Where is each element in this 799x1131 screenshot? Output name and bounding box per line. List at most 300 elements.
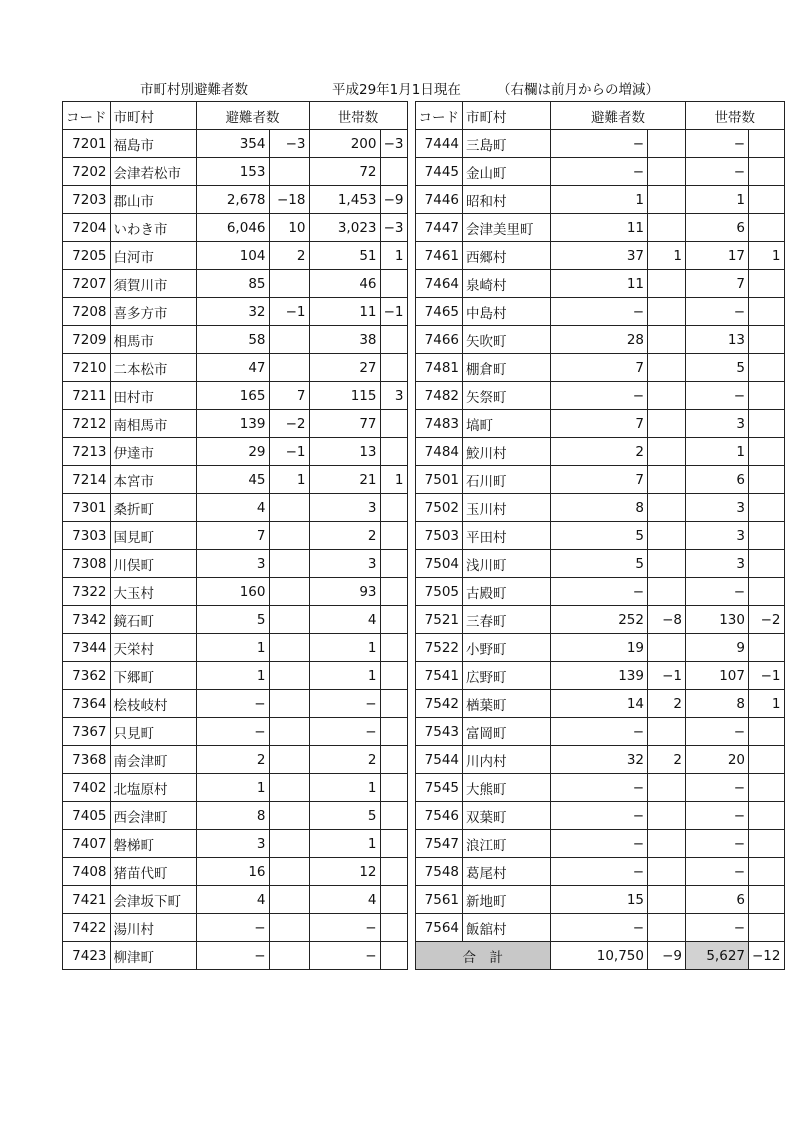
municipality-cell: 鮫川村 [463,438,551,466]
code-cell: 7211 [63,382,111,410]
households-change-cell [749,774,785,802]
evacuees-cell: − [196,718,269,746]
code-cell: 7214 [63,466,111,494]
evacuees-cell: 1 [196,774,269,802]
evacuees-change-cell [269,634,309,662]
municipality-cell: 三島町 [463,130,551,158]
households-cell: − [686,718,749,746]
households-cell: 13 [686,326,749,354]
households-change-cell [380,494,407,522]
households-cell: − [686,830,749,858]
evacuees-change-cell [648,214,686,242]
evacuees-change-cell [648,438,686,466]
evacuees-change-cell [269,914,309,942]
code-cell: 7461 [415,242,463,270]
code-cell: 7210 [63,354,111,382]
evacuees-cell: 354 [196,130,269,158]
evacuees-cell: 252 [551,606,648,634]
households-change-cell [380,158,407,186]
evacuees-change-cell: 7 [269,382,309,410]
households-change-cell [380,942,407,970]
evacuees-change-cell [269,886,309,914]
municipality-cell: 田村市 [110,382,196,410]
households-change-cell: 1 [380,466,407,494]
evacuees-change-cell [648,634,686,662]
households-cell: 51 [309,242,380,270]
households-cell: − [309,718,380,746]
households-cell: 5 [309,802,380,830]
households-change-cell [380,578,407,606]
evacuees-change-cell: −18 [269,186,309,214]
code-cell: 7564 [415,914,463,942]
document-title: 市町村別避難者数 [140,82,248,98]
code-cell: 7209 [63,326,111,354]
table-row [63,802,785,830]
table-row [63,438,785,466]
households-change-cell [380,886,407,914]
diff-note: （右欄は前月からの増減） [497,82,659,98]
households-cell: 3 [686,522,749,550]
code-cell: 7504 [415,550,463,578]
evacuees-change-cell [269,858,309,886]
households-change-cell: −1 [380,298,407,326]
households-change-cell: −3 [380,130,407,158]
households-cell: − [686,858,749,886]
municipality-cell: 昭和村 [463,186,551,214]
evacuees-change-cell [269,690,309,718]
total-evacuees: 10,750 [551,942,648,970]
households-change-cell [749,718,785,746]
code-cell: 7543 [415,718,463,746]
evacuees-cell: − [551,130,648,158]
households-cell: 3 [309,494,380,522]
evacuees-change-cell: −1 [269,298,309,326]
as-of-date: 平成29年1月1日現在 [332,82,461,98]
households-change-cell [380,690,407,718]
table-row [63,550,785,578]
evacuees-change-cell [269,522,309,550]
households-change-cell [749,550,785,578]
evacuees-cell: 7 [551,354,648,382]
households-change-cell [749,858,785,886]
households-cell: 46 [309,270,380,298]
evacuees-change-cell [648,326,686,354]
evacuees-change-cell [648,802,686,830]
households-cell: 38 [309,326,380,354]
table-row [63,914,785,942]
code-cell: 7201 [63,130,111,158]
municipality-cell: 川内村 [463,746,551,774]
evacuees-change-cell [269,746,309,774]
households-cell: 130 [686,606,749,634]
evacuees-change-cell [648,186,686,214]
code-cell: 7362 [63,662,111,690]
code-cell: 7205 [63,242,111,270]
households-cell: − [686,914,749,942]
municipality-cell: 本宮市 [110,466,196,494]
table-row [63,494,785,522]
municipality-cell: 二本松市 [110,354,196,382]
code-cell: 7546 [415,802,463,830]
evacuees-change-cell [269,942,309,970]
evacuees-cell: 28 [551,326,648,354]
evacuees-cell: 29 [196,438,269,466]
evacuees-cell: 2,678 [196,186,269,214]
evacuees-cell: 85 [196,270,269,298]
evacuees-cell: 37 [551,242,648,270]
evacuees-cell: 5 [196,606,269,634]
evacuees-cell: − [196,914,269,942]
evacuees-cell: 7 [551,466,648,494]
municipality-cell: 南相馬市 [110,410,196,438]
evacuees-cell: 19 [551,634,648,662]
evacuees-change-cell [269,354,309,382]
header-evacuees: 避難者数 [196,102,309,130]
municipality-cell: 西郷村 [463,242,551,270]
municipality-cell: 柳津町 [110,942,196,970]
code-cell: 7303 [63,522,111,550]
code-cell: 7503 [415,522,463,550]
total-households-change: −12 [749,942,785,970]
evacuees-change-cell [648,410,686,438]
households-change-cell [749,354,785,382]
municipality-cell: 郡山市 [110,186,196,214]
header-households: 世帯数 [309,102,407,130]
municipality-cell: 桑折町 [110,494,196,522]
table-row [63,326,785,354]
evacuees-change-cell: 2 [648,690,686,718]
evacuees-change-cell [269,606,309,634]
municipality-cell: 相馬市 [110,326,196,354]
evacuees-cell: 8 [196,802,269,830]
households-cell: 17 [686,242,749,270]
municipality-cell: 鏡石町 [110,606,196,634]
households-change-cell [380,774,407,802]
municipality-cell: 金山町 [463,158,551,186]
households-cell: 6 [686,466,749,494]
code-cell: 7407 [63,830,111,858]
table-row [63,298,785,326]
table-row [63,718,785,746]
table-row [63,746,785,774]
evacuees-cell: 5 [551,550,648,578]
code-cell: 7522 [415,634,463,662]
evacuees-cell: 3 [196,550,269,578]
table-row [63,886,785,914]
households-cell: 9 [686,634,749,662]
evacuees-change-cell: 1 [269,466,309,494]
evacuees-change-cell [648,550,686,578]
municipality-cell: 棚倉町 [463,354,551,382]
households-cell: 20 [686,746,749,774]
households-change-cell [380,354,407,382]
table-row [63,242,785,270]
table-row [63,858,785,886]
header-municipality: 市町村 [463,102,551,130]
evacuees-cell: − [551,578,648,606]
evacuees-cell: 14 [551,690,648,718]
municipality-cell: 古殿町 [463,578,551,606]
code-cell: 7544 [415,746,463,774]
evacuees-cell: − [551,802,648,830]
header-code: コード [63,102,111,130]
total-households: 5,627 [686,942,749,970]
code-cell: 7466 [415,326,463,354]
code-cell: 7203 [63,186,111,214]
municipality-cell: 只見町 [110,718,196,746]
code-cell: 7207 [63,270,111,298]
evacuees-change-cell [648,858,686,886]
households-cell: − [686,774,749,802]
households-change-cell [380,858,407,886]
evacuee-table [62,101,785,970]
code-cell: 7421 [63,886,111,914]
households-change-cell [380,718,407,746]
code-cell: 7547 [415,830,463,858]
households-cell: − [309,942,380,970]
code-cell: 7422 [63,914,111,942]
code-cell: 7483 [415,410,463,438]
households-cell: 6 [686,214,749,242]
households-cell: 200 [309,130,380,158]
evacuees-change-cell [269,774,309,802]
households-change-cell [380,270,407,298]
households-cell: 1 [686,438,749,466]
code-cell: 7447 [415,214,463,242]
table-row [63,382,785,410]
table-row [63,774,785,802]
evacuees-change-cell [269,802,309,830]
households-cell: 72 [309,158,380,186]
evacuees-change-cell [648,578,686,606]
households-change-cell [380,326,407,354]
evacuees-cell: 47 [196,354,269,382]
evacuees-cell: − [551,298,648,326]
municipality-cell: 三春町 [463,606,551,634]
households-cell: 7 [686,270,749,298]
evacuees-cell: 139 [196,410,269,438]
evacuees-change-cell [648,382,686,410]
households-change-cell [749,746,785,774]
municipality-cell: 湯川村 [110,914,196,942]
code-cell: 7484 [415,438,463,466]
code-cell: 7561 [415,886,463,914]
households-cell: 93 [309,578,380,606]
evacuees-change-cell [648,494,686,522]
evacuees-change-cell [269,270,309,298]
code-cell: 7541 [415,662,463,690]
households-cell: 1 [309,774,380,802]
code-cell: 7445 [415,158,463,186]
municipality-cell: 小野町 [463,634,551,662]
municipality-cell: 喜多方市 [110,298,196,326]
code-cell: 7505 [415,578,463,606]
evacuees-cell: 1 [196,662,269,690]
table-row [63,662,785,690]
evacuees-change-cell [648,718,686,746]
households-change-cell [380,522,407,550]
evacuees-cell: − [551,914,648,942]
code-cell: 7482 [415,382,463,410]
households-change-cell [749,410,785,438]
municipality-cell: 会津若松市 [110,158,196,186]
households-change-cell [380,802,407,830]
evacuees-cell: 58 [196,326,269,354]
households-change-cell: −3 [380,214,407,242]
evacuees-change-cell [648,466,686,494]
municipality-cell: 天栄村 [110,634,196,662]
households-cell: 77 [309,410,380,438]
code-cell: 7542 [415,690,463,718]
municipality-cell: 楢葉町 [463,690,551,718]
households-change-cell [380,438,407,466]
households-change-cell: −9 [380,186,407,214]
code-cell: 7465 [415,298,463,326]
households-cell: 1 [309,634,380,662]
households-change-cell [749,914,785,942]
municipality-cell: 白河市 [110,242,196,270]
municipality-cell: 広野町 [463,662,551,690]
evacuees-change-cell [269,550,309,578]
municipality-cell: 会津坂下町 [110,886,196,914]
municipality-cell: 浅川町 [463,550,551,578]
households-cell: 27 [309,354,380,382]
households-cell: − [686,130,749,158]
code-cell: 7344 [63,634,111,662]
households-cell: 4 [309,606,380,634]
households-change-cell [749,466,785,494]
code-cell: 7423 [63,942,111,970]
municipality-cell: 福島市 [110,130,196,158]
evacuees-change-cell [648,774,686,802]
municipality-cell: 川俣町 [110,550,196,578]
evacuees-change-cell [269,326,309,354]
evacuees-change-cell [648,158,686,186]
code-cell: 7322 [63,578,111,606]
table-row [63,830,785,858]
households-cell: 13 [309,438,380,466]
table-header-row [63,102,785,130]
municipality-cell: 双葉町 [463,802,551,830]
code-cell: 7204 [63,214,111,242]
households-change-cell [749,494,785,522]
households-cell: 1 [686,186,749,214]
households-change-cell [380,830,407,858]
households-change-cell: 3 [380,382,407,410]
households-cell: 3 [686,550,749,578]
evacuees-cell: 1 [196,634,269,662]
households-change-cell [749,634,785,662]
evacuees-change-cell: 1 [648,242,686,270]
municipality-cell: 伊達市 [110,438,196,466]
municipality-cell: 飯舘村 [463,914,551,942]
code-cell: 7213 [63,438,111,466]
municipality-cell: 磐梯町 [110,830,196,858]
households-change-cell: 1 [380,242,407,270]
evacuees-cell: 11 [551,214,648,242]
evacuees-change-cell: 10 [269,214,309,242]
municipality-cell: 新地町 [463,886,551,914]
evacuees-change-cell [648,522,686,550]
evacuees-change-cell [269,830,309,858]
municipality-cell: 矢吹町 [463,326,551,354]
municipality-cell: 猪苗代町 [110,858,196,886]
households-cell: − [309,690,380,718]
municipality-cell: 桧枝岐村 [110,690,196,718]
municipality-cell: 平田村 [463,522,551,550]
municipality-cell: 矢祭町 [463,382,551,410]
code-cell: 7464 [415,270,463,298]
table-row [63,466,785,494]
households-change-cell [749,326,785,354]
households-change-cell: −2 [749,606,785,634]
municipality-cell: 泉崎村 [463,270,551,298]
municipality-cell: 富岡町 [463,718,551,746]
code-cell: 7208 [63,298,111,326]
households-change-cell: 1 [749,690,785,718]
document-header [0,78,799,98]
evacuees-cell: 15 [551,886,648,914]
households-change-cell [749,298,785,326]
evacuees-cell: 139 [551,662,648,690]
table-row [63,522,785,550]
header-evacuees: 避難者数 [551,102,686,130]
households-change-cell [380,550,407,578]
evacuees-change-cell [648,886,686,914]
evacuees-change-cell: 2 [648,746,686,774]
code-cell: 7481 [415,354,463,382]
households-change-cell [749,802,785,830]
evacuees-change-cell [269,718,309,746]
table-row [63,606,785,634]
evacuees-change-cell: −1 [648,662,686,690]
evacuees-change-cell [269,662,309,690]
code-cell: 7301 [63,494,111,522]
evacuees-cell: 8 [551,494,648,522]
municipality-cell: 須賀川市 [110,270,196,298]
evacuees-cell: 45 [196,466,269,494]
municipality-cell: 葛尾村 [463,858,551,886]
municipality-cell: 浪江町 [463,830,551,858]
households-cell: 1 [309,662,380,690]
households-change-cell [749,130,785,158]
households-cell: 107 [686,662,749,690]
households-change-cell [380,914,407,942]
evacuees-cell: 32 [196,298,269,326]
households-change-cell: −1 [749,662,785,690]
evacuees-cell: − [196,690,269,718]
households-change-cell [380,662,407,690]
evacuees-change-cell: −1 [269,438,309,466]
evacuees-cell: 16 [196,858,269,886]
evacuees-cell: 4 [196,494,269,522]
households-cell: 1,453 [309,186,380,214]
households-change-cell [749,578,785,606]
households-change-cell [749,382,785,410]
code-cell: 7405 [63,802,111,830]
code-cell: 7342 [63,606,111,634]
households-cell: 11 [309,298,380,326]
evacuees-cell: 104 [196,242,269,270]
households-cell: − [686,158,749,186]
code-cell: 7408 [63,858,111,886]
municipality-cell: 会津美里町 [463,214,551,242]
evacuees-cell: − [551,774,648,802]
households-cell: 12 [309,858,380,886]
table-row [63,634,785,662]
municipality-cell: 石川町 [463,466,551,494]
households-cell: 2 [309,522,380,550]
